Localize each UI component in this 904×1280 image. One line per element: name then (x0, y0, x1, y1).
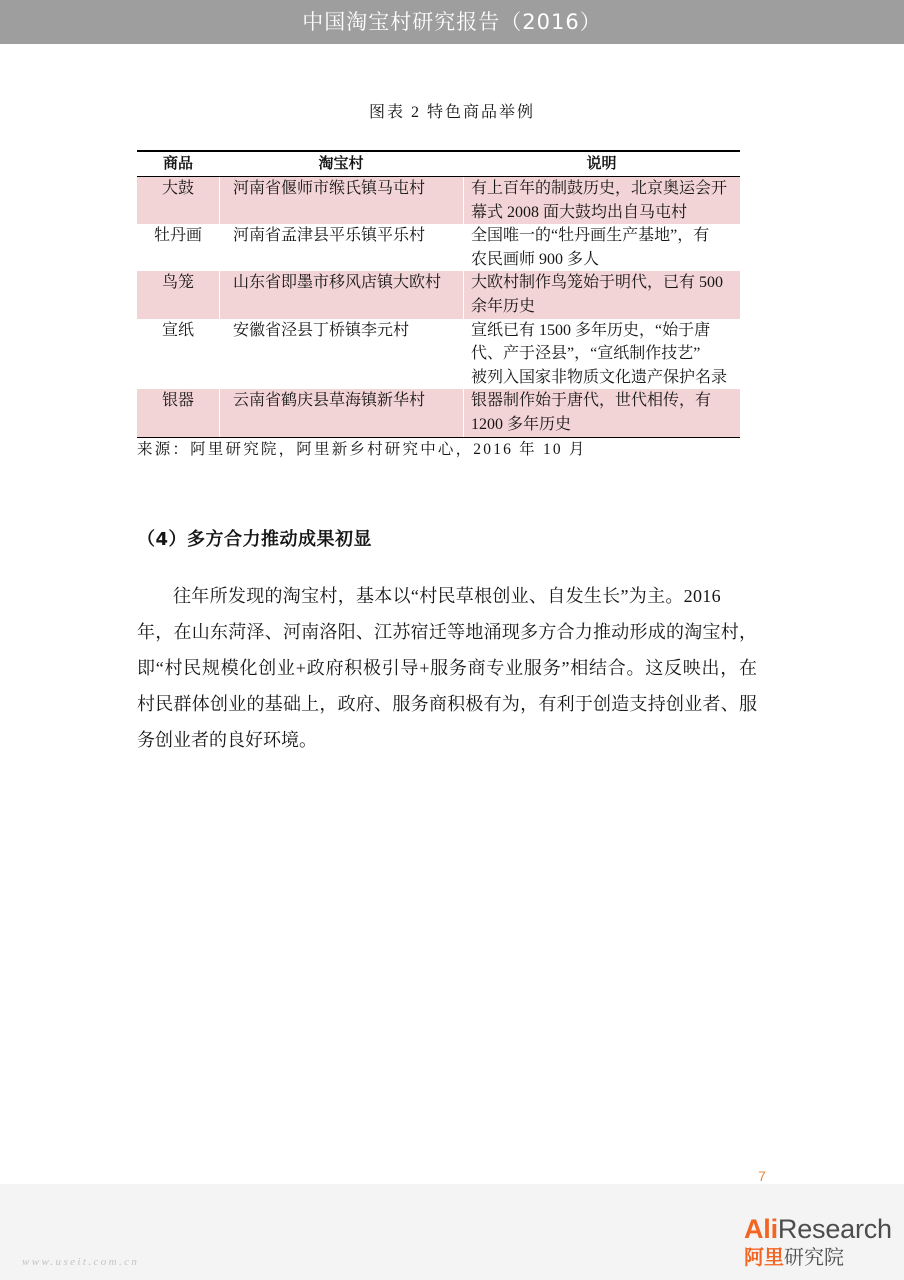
description-cell (463, 271, 740, 318)
report-header-bar (0, 0, 904, 44)
village-cell: 安徽省泾县丁桥镇李元村 (219, 319, 463, 390)
description-line: 银器制作始于唐代，世代相传，有 (471, 392, 712, 410)
product-cell: 银器 (137, 389, 219, 436)
column-header-village: 淘宝村 (318, 156, 364, 172)
description-cell (463, 389, 740, 436)
table-row (137, 271, 740, 318)
table-row (137, 389, 740, 436)
product-cell: 鸟笼 (137, 271, 219, 318)
description-line: 被列入国家非物质文化遗产保护名录 (471, 368, 728, 386)
product-cell: 牡丹画 (153, 227, 202, 245)
aliresearch-logo (744, 1214, 892, 1270)
description-line: 农民画师 900 多人 (471, 250, 600, 268)
paragraph-line: 务创业者的良好环境。 (137, 730, 317, 750)
description-line: 有上百年的制鼓历史，北京奥运会开 (471, 180, 728, 197)
product-cell: 大鼓 (137, 177, 219, 224)
figure-caption: 图表 2 特色商品举例 (368, 104, 535, 121)
table-source-note: 来源：阿里研究院，阿里新乡村研究中心，2016 年 10 月 (137, 441, 587, 458)
paragraph-line: 年，在山东菏泽、河南洛阳、江苏宿迁等地涌现多方合力推动形成的淘宝村， (137, 622, 757, 642)
village-cell: 河南省偃师市缑氏镇马屯村 (219, 177, 463, 224)
column-header-product: 商品 (162, 156, 193, 172)
logo-latin-accent: Ali (744, 1214, 778, 1244)
table-row (137, 177, 740, 224)
description-cell (463, 177, 740, 224)
logo-latin-wordmark (744, 1214, 892, 1244)
site-watermark: www.useit.com.cn (22, 1256, 140, 1268)
description-line: 1200 多年历史 (471, 415, 572, 433)
paragraph-line: 往年所发现的淘宝村，基本以“村民草根创业、自发生长”为主。2016 (173, 586, 721, 606)
description-line: 宣纸已有 1500 多年历史，“始于唐 (471, 321, 711, 339)
logo-cjk-wordmark (744, 1244, 892, 1270)
paragraph-line: 村民群体创业的基础上，政府、服务商积极有为，有利于创造支持创业者、服 (137, 694, 757, 714)
featured-products-table (137, 150, 740, 438)
description-line: 大欧村制作鸟笼始于明代，已有 500 (471, 274, 724, 292)
village-cell: 云南省鹤庆县草海镇新华村 (219, 389, 463, 436)
description-line: 幕式 2008 面大鼓均出自马屯村 (471, 203, 688, 221)
body-paragraph (137, 578, 757, 758)
village-cell: 河南省孟津县平乐镇平乐村 (219, 224, 463, 271)
description-cell (463, 224, 740, 271)
description-cell (463, 319, 740, 390)
table-row (137, 319, 740, 390)
logo-cjk-rest: 研究院 (784, 1245, 844, 1269)
page-number: 7 (758, 1168, 766, 1184)
logo-cjk-accent: 阿里 (744, 1245, 784, 1269)
description-line: 余年历史 (471, 297, 536, 315)
village-cell: 山东省即墨市移风店镇大欧村 (219, 271, 463, 318)
description-line: 全国唯一的“牡丹画生产基地”，有 (471, 227, 710, 245)
paragraph-line: 即“村民规模化创业+政府积极引导+服务商专业服务”相结合。这反映出，在 (137, 658, 757, 678)
section-heading: （4）多方合力推动成果初显 (137, 529, 373, 550)
table-row (137, 224, 740, 271)
logo-latin-rest: Research (777, 1214, 892, 1244)
product-cell: 宣纸 (161, 321, 194, 339)
column-header-description: 说明 (586, 156, 617, 172)
table-header-row (137, 152, 740, 177)
description-line: 代、产于泾县”，“宣纸制作技艺” (471, 345, 701, 363)
report-title: 中国淘宝村研究报告（2016） (302, 10, 602, 34)
